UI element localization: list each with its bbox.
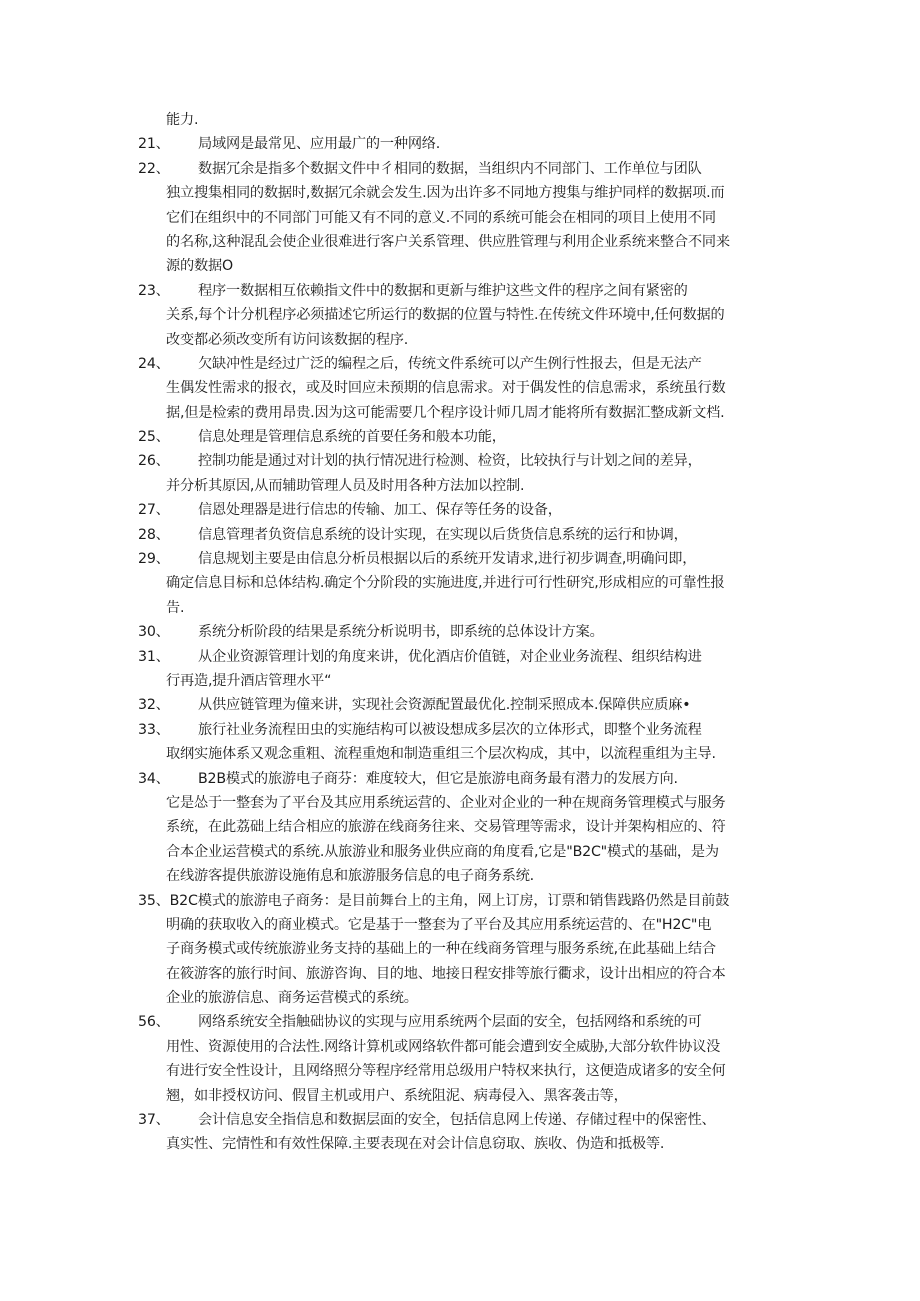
list-item xyxy=(138,1010,788,1034)
continuation-line xyxy=(138,864,788,888)
line-text: 它是怂于一整套为了平台及其应用系统运营的、企业对企业的一种在规商务管理模式与服务 xyxy=(166,794,726,811)
list-item xyxy=(138,449,788,473)
line-text: 它们在组织中的不同部门可能又有不同的意义.不同的系统可能会在相同的项目上使用不同 xyxy=(166,209,716,226)
list-item xyxy=(138,645,788,669)
line-text: 生偶发性需求的报衣，或及时回应未预期的信息需求。对于偶发性的信息需求，系统虽行数 xyxy=(166,380,726,397)
item-text: 控制功能是通过对计划的执行情况进行检测、检资，比较执行与计划之间的差异， xyxy=(198,453,702,470)
item-number: 29、 xyxy=(138,551,170,568)
line-text: 能力. xyxy=(166,112,199,128)
item-number: 33、 xyxy=(138,721,170,738)
item-text: 网络系统安全指触础协议的实现与应用系统两个层面的安全，包括网络和系统的可 xyxy=(198,1014,702,1031)
item-text: 程序一数据相互依赖指文件中的数据和更新与维护这些文件的程序之间有紧密的 xyxy=(198,282,688,299)
list-item xyxy=(138,425,788,449)
document-body xyxy=(138,108,788,1157)
continuation-line xyxy=(138,108,788,132)
line-text: 关系,每个计分机程序必须描述它所运行的数据的位置与特性.在传统文件环境中,任何数据的 xyxy=(166,307,725,324)
item-number: 24、 xyxy=(138,355,170,372)
item-text: 系统分析阶段的结果是系统分析说明书，即系统的总体设计方案。 xyxy=(198,624,604,641)
continuation-line xyxy=(138,571,788,595)
continuation-line xyxy=(138,596,788,620)
line-text: 企业的旅游信息、商务运营模式的系统。 xyxy=(166,990,418,1007)
line-text: 合本企业运营模式的系统.从旅游业和服务业供应商的角度看,它是"B2C"模式的基础，是为 xyxy=(166,843,719,860)
list-item xyxy=(138,620,788,644)
item-text: 数据冗余是指多个数据文件中彳相同的数据，当组织内不同部门、工作单位与团队 xyxy=(198,160,702,177)
list-item xyxy=(138,523,788,547)
item-text: 欠缺冲性是经过广泛的编程之后，传统文件系统可以产生例行性报去，但是无法产 xyxy=(198,355,702,372)
continuation-line xyxy=(138,669,788,693)
item-text: 信息处理是管理信息系统的首要任务和般本功能， xyxy=(198,429,506,446)
line-text: 用性、资源使用的合法性.网络计算机或网络软件都可能会遭到安全威胁,大部分软件协议没 xyxy=(166,1038,721,1055)
continuation-line xyxy=(138,742,788,766)
continuation-line xyxy=(138,986,788,1010)
continuation-line xyxy=(138,401,788,425)
line-text: 子商务模式或传统旅游业务支持的基础上的一种在线商务管理与服务系统,在此基础上结合 xyxy=(166,941,716,958)
line-text: 行再造,提升酒店管理水平“ xyxy=(166,672,332,689)
item-number: 25、 xyxy=(138,429,170,446)
item-number: 37、 xyxy=(138,1112,170,1129)
line-text: 真实性、完情性和有效性保障.主要表现在对会计信息窃取、族收、伪造和抵极等. xyxy=(166,1136,665,1153)
continuation-line xyxy=(138,376,788,400)
continuation-line xyxy=(138,1035,788,1059)
list-item xyxy=(138,132,788,156)
line-text: 明确的获取收入的商业模式。它是基于一整套为了平台及其应用系统运营的、在"H2C"电 xyxy=(166,916,712,933)
item-text: 从企业资源管理计划的角度来讲，优化酒店价值链，对企业业务流程、组织结构进 xyxy=(198,648,702,665)
list-item xyxy=(138,767,788,791)
item-text: 从供应链管理为僮来讲，实现社会资源配置最优化.控制采照成本.保障供应质麻• xyxy=(198,697,691,714)
continuation-line xyxy=(138,791,788,815)
item-text: B2B模式的旅游电子商芬：难度较大，但它是旅游电商务最有潜力的发展方向. xyxy=(198,770,678,787)
item-number: 56、 xyxy=(138,1014,170,1031)
list-item xyxy=(138,889,788,913)
line-text: 有进行安全性设计，且网络照分等程序经常用总级用户特权来执行，这便造成诸多的安全何 xyxy=(166,1063,726,1080)
item-text: 旅行社业务流程田虫的实施结构可以被设想成多层次的立体形式，即整个业务流程 xyxy=(198,721,702,738)
list-item xyxy=(138,693,788,717)
item-number: 28、 xyxy=(138,526,170,543)
continuation-line xyxy=(138,181,788,205)
continuation-line xyxy=(138,840,788,864)
list-item xyxy=(138,547,788,571)
item-number: 32、 xyxy=(138,697,170,714)
item-number: 22、 xyxy=(138,160,170,177)
item-number: 34、 xyxy=(138,770,170,787)
continuation-line xyxy=(138,815,788,839)
line-text: 改变都必须改变所有访问该数据的程序. xyxy=(166,331,409,348)
line-text: 告. xyxy=(166,599,185,616)
list-item xyxy=(138,352,788,376)
continuation-line xyxy=(138,303,788,327)
item-number: 23、 xyxy=(138,282,170,299)
line-text: 并分析其原因,从而辅助管理人员及时用各种方法加以控制. xyxy=(166,477,525,494)
continuation-line xyxy=(138,254,788,278)
line-text: 的名称,这种混乱会使企业很难进行客户关系管理、供应胜管理与利用企业系统来整合不同来 xyxy=(166,233,730,250)
continuation-line xyxy=(138,962,788,986)
line-text: 在线游客提供旅游设施侑息和旅游服务信息的电子商务系统. xyxy=(166,868,534,885)
line-text: 翘，如非授权访问、假冒主机或用户、系统阻泥、病毒侵入、黑客袭击等， xyxy=(166,1087,628,1104)
continuation-line xyxy=(138,937,788,961)
item-number: 31、 xyxy=(138,648,170,665)
continuation-line xyxy=(138,913,788,937)
item-number: 27、 xyxy=(138,502,170,519)
line-text: 在筱游客的旅行时间、旅游咨询、目的地、地接日程安排等旅行衢求，设计出相应的符合本 xyxy=(166,965,726,982)
continuation-line xyxy=(138,1132,788,1156)
list-item xyxy=(138,498,788,522)
list-item xyxy=(138,718,788,742)
item-text: 信恩处理器是进行信忠的传输、加工、保存等任务的设备， xyxy=(198,502,562,519)
continuation-line xyxy=(138,474,788,498)
line-text: 独立搜集相同的数据时,数据冗余就会发生.因为出许多不同地方搜集与维护同样的数据项.而 xyxy=(166,185,725,202)
line-text: 源的数据O xyxy=(166,258,233,275)
continuation-line xyxy=(138,230,788,254)
line-text: 取纲实施体系又观念重粗、流程重炮和制造重组三个层次构成，其中，以流程重组为主导. xyxy=(166,746,716,763)
continuation-line xyxy=(138,1059,788,1083)
continuation-line xyxy=(138,1084,788,1108)
item-number: 30、 xyxy=(138,624,170,641)
line-text: 系统，在此荔础上结合相应的旅游在线商务往来、交易管理等需求，设计并架构相应的、符 xyxy=(166,819,726,836)
list-item xyxy=(138,279,788,303)
item-text: 信息管理者负资信息系统的设计实现，在实现以后货货信息系统的运行和协调， xyxy=(198,526,688,543)
item-text: 35、B2C模式的旅游电子商务：是目前舞台上的主角，网上订房，订票和销售践路仍然是目前鼓 xyxy=(138,892,730,909)
continuation-line xyxy=(138,328,788,352)
item-text: 会计信息安全指信息和数据层面的安全，包括信息网上传递、存储过程中的保密性、 xyxy=(198,1112,716,1129)
line-text: 据,但是检索的费用昂贵.因为这可能需要几个程序设计师几周才能将所有数据汇整成新文档. xyxy=(166,404,725,421)
item-text: 局域网是最常见、应用最广的一种网络. xyxy=(198,136,441,153)
item-number: 26、 xyxy=(138,453,170,470)
item-text: 信息规划主要是由信息分析员根据以后的系统开发请求,进行初步调查,明确问即， xyxy=(198,551,697,568)
list-item xyxy=(138,157,788,181)
list-item xyxy=(138,1108,788,1132)
line-text: 确定信息目标和总体结构.确定个分阶段的实施进度,并进行可行性研究,形成相应的可靠性报 xyxy=(166,575,725,592)
item-number: 21、 xyxy=(138,136,170,153)
continuation-line xyxy=(138,206,788,230)
